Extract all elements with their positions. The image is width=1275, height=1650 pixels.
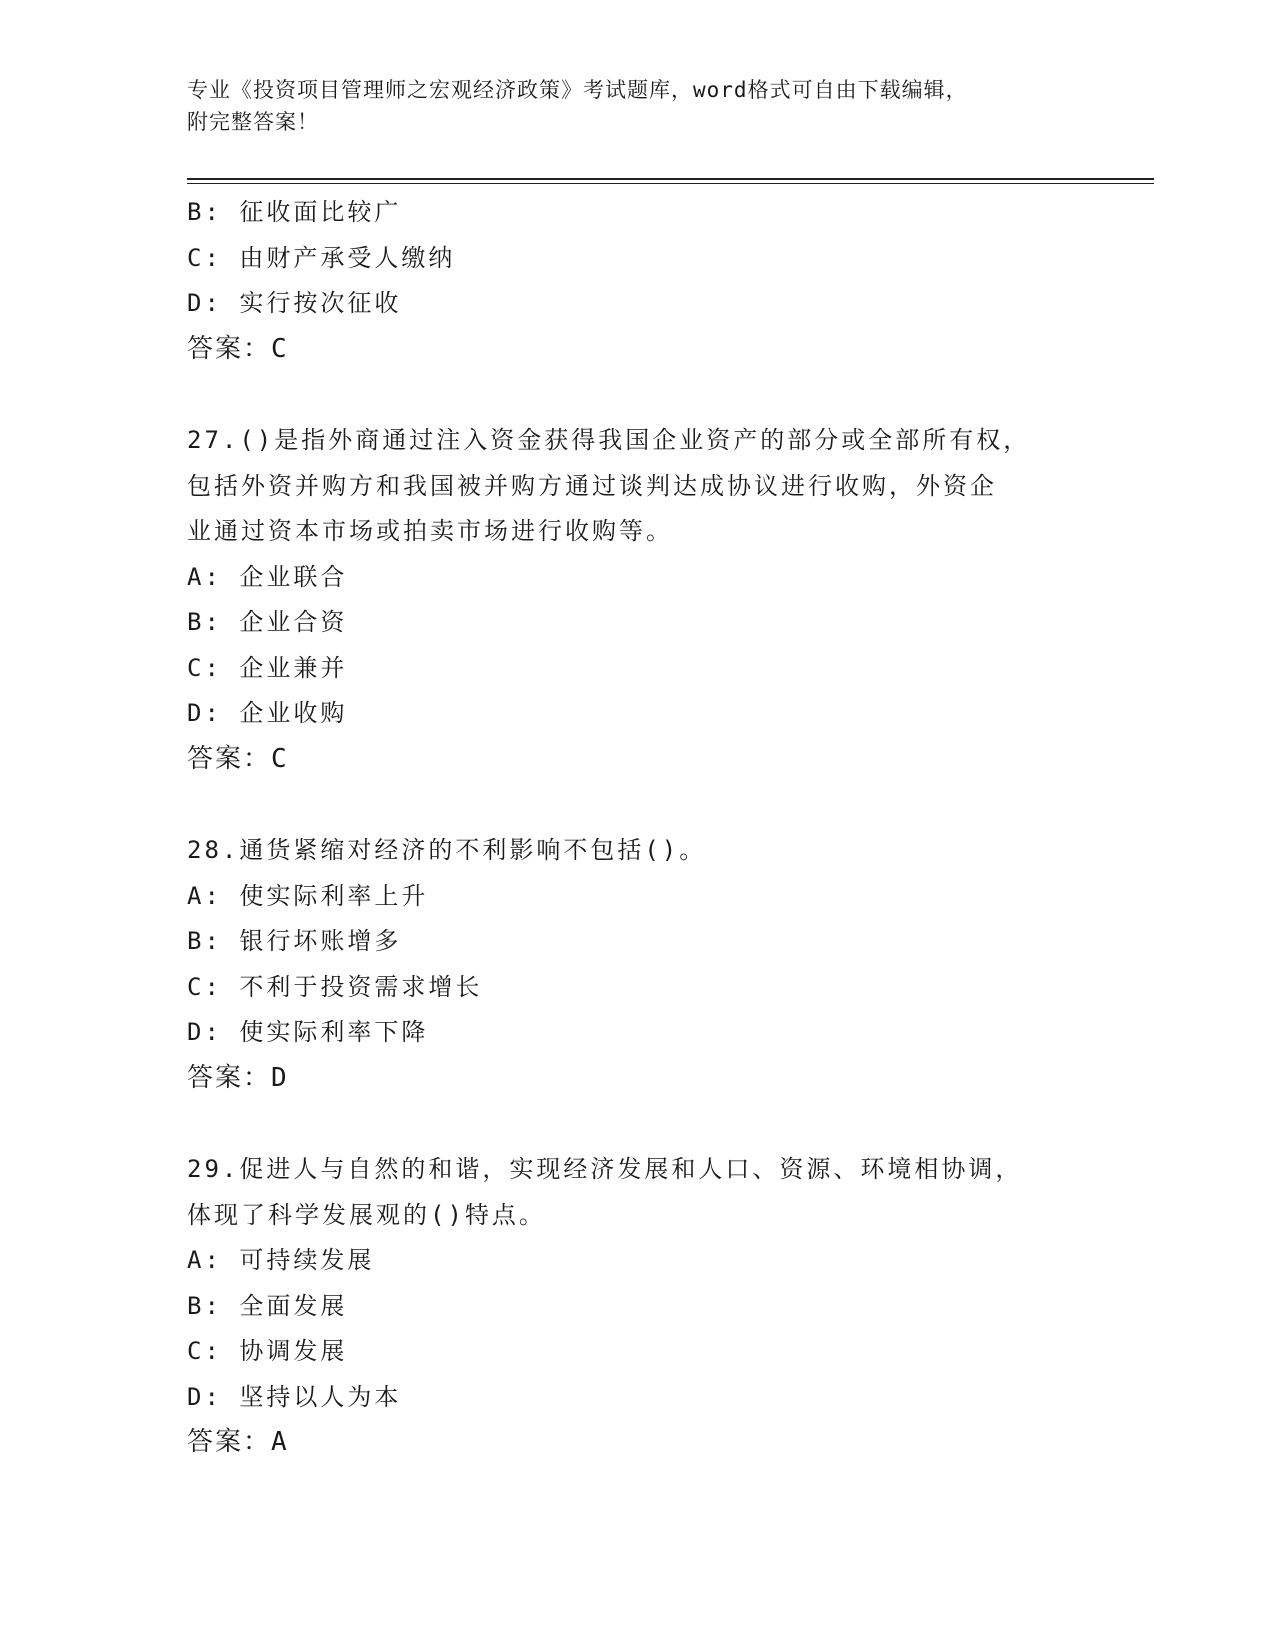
stem-line: 业通过资本市场或拍卖市场进行收购等。 [187,517,673,545]
option-d: D: 企业收购 [187,699,348,727]
stem-line: 27.()是指外商通过注入资金获得我国企业资产的部分或全部所有权， [187,426,1031,454]
stem-line: 包括外资并购方和我国被并购方通过谈判达成协议进行收购，外资企 [187,471,997,500]
option-d: D: 使实际利率下降 [187,1018,429,1046]
option-c: C: 协调发展 [187,1337,348,1365]
option-b: B: 全面发展 [187,1291,348,1320]
document-body [187,190,1087,1466]
option-b: B: 企业合资 [187,608,348,636]
header-line-2: 附完整答案！ [187,110,319,134]
option-d: D: 实行按次征收 [187,289,402,317]
question-partial [187,190,1087,372]
page-header [187,74,1067,138]
question-stem [187,1147,1087,1238]
option-c: C: 由财产承受人缴纳 [187,243,456,272]
question-29 [187,1147,1087,1466]
stem-line: 29.促进人与自然的和谐，实现经济发展和人口、资源、环境相协调， [187,1155,1023,1183]
question-stem [187,828,1087,874]
option-d: D: 坚持以人为本 [187,1382,402,1411]
answer: 答案：C [187,333,289,364]
option-c: C: 不利于投资需求增长 [187,972,483,1001]
option-a: A: 企业联合 [187,562,348,591]
header-divider [187,178,1154,184]
option-a: A: 可持续发展 [187,1246,375,1274]
question-stem [187,418,1087,555]
option-b: B: 征收面比较广 [187,198,402,226]
answer: 答案：C [187,743,289,774]
question-27 [187,418,1087,782]
answer: 答案：A [187,1427,289,1457]
answer: 答案：D [187,1062,289,1093]
stem-line: 28.通货紧缩对经济的不利影响不包括()。 [187,836,707,864]
header-line-1: 专业《投资项目管理师之宏观经济政策》考试题库，word格式可自由下载编辑， [187,78,968,102]
option-b: B: 银行坏账增多 [187,927,402,955]
option-a: A: 使实际利率上升 [187,881,429,910]
option-c: C: 企业兼并 [187,653,348,682]
question-28 [187,828,1087,1101]
stem-line: 体现了科学发展观的()特点。 [187,1200,546,1229]
